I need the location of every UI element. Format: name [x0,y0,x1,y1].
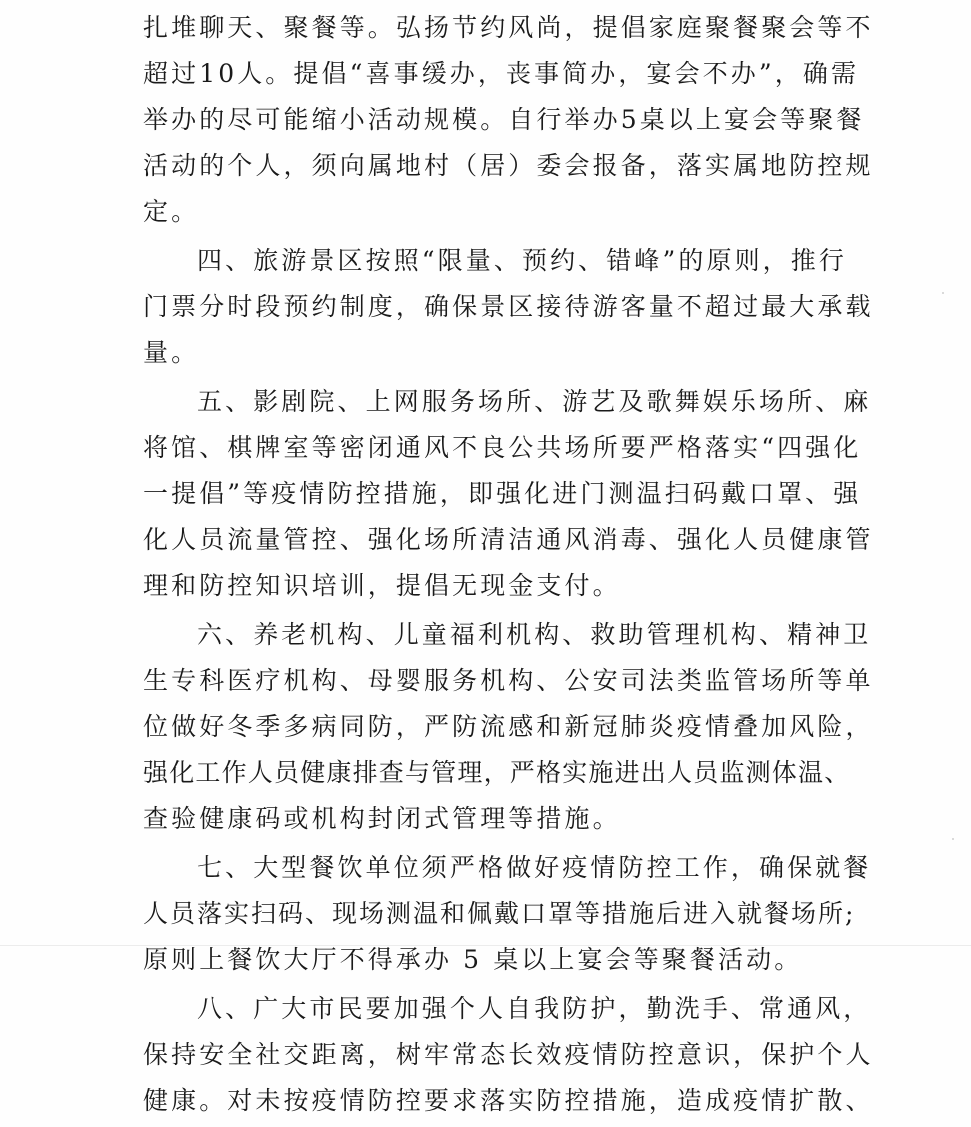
text-line-15: 生专科医疗机构、母婴服务机构、公安司法类监管场所等单 [143,666,874,695]
text-line-13: 理和防控知识培训，提倡无现金支付。 [143,571,621,600]
paragraph-7-first-line: 七、大型餐饮单位须严格做好疫情防控工作，确保就餐 [197,853,872,882]
text-line-7: 门票分时段预约制度，确保景区接待游客量不超过最大承载 [143,292,874,321]
text-line-4: 活动的个人，须向属地村（居）委会报备，落实属地防控规 [143,151,874,180]
scan-speck [952,838,954,840]
text-line-11: 一提倡”等疫情防控措施，即强化进门测温扫码戴口罩、强 [143,479,862,508]
text-line-2: 超过10人。提倡“喜事缓办，丧事简办，宴会不办”，确需 [143,59,860,88]
text-line-8: 量。 [143,338,200,367]
text-line-3: 举办的尽可能缩小活动规模。自行举办5桌以上宴会等聚餐 [143,105,865,134]
text-line-18: 查验健康码或机构封闭式管理等措施。 [143,804,621,833]
text-line-24: 健康。对未按疫情防控要求落实防控措施，造成疫情扩散、 [143,1086,874,1115]
text-line-12: 化人员流量管控、强化场所清洁通风消毒、强化人员健康管 [143,525,874,554]
text-line-21: 原则上餐饮大厅不得承办 5 桌以上宴会等聚餐活动。 [143,945,803,974]
paragraph-6-first-line: 六、养老机构、儿童福利机构、救助管理机构、精神卫 [197,620,872,649]
text-line-16: 位做好冬季多病同防，严防流感和新冠肺炎疫情叠加风险， [143,712,874,741]
paragraph-4-first-line: 四、旅游景区按照“限量、预约、错峰”的原则，推行 [197,246,847,275]
text-line-5: 定。 [143,197,200,226]
paragraph-5-first-line: 五、影剧院、上网服务场所、游艺及歌舞娱乐场所、麻 [197,387,872,416]
text-line-17: 强化工作人员健康排查与管理，严格实施进出人员监测体温、 [143,758,851,787]
paragraph-8-first-line: 八、广大市民要加强个人自我防护，勤洗手、常通风， [197,994,872,1023]
text-line-1: 扎堆聊天、聚餐等。弘扬节约风尚，提倡家庭聚餐聚会等不 [143,13,874,42]
text-line-10: 将馆、棋牌室等密闭通风不良公共场所要严格落实“四强化 [143,433,862,462]
text-line-20: 人员落实扫码、现场测温和佩戴口罩等措施后进入就餐场所; [143,899,856,928]
scan-speck [942,292,944,294]
text-line-23: 保持安全社交距离，树牢常态长效疫情防控意识，保护个人 [143,1040,874,1069]
